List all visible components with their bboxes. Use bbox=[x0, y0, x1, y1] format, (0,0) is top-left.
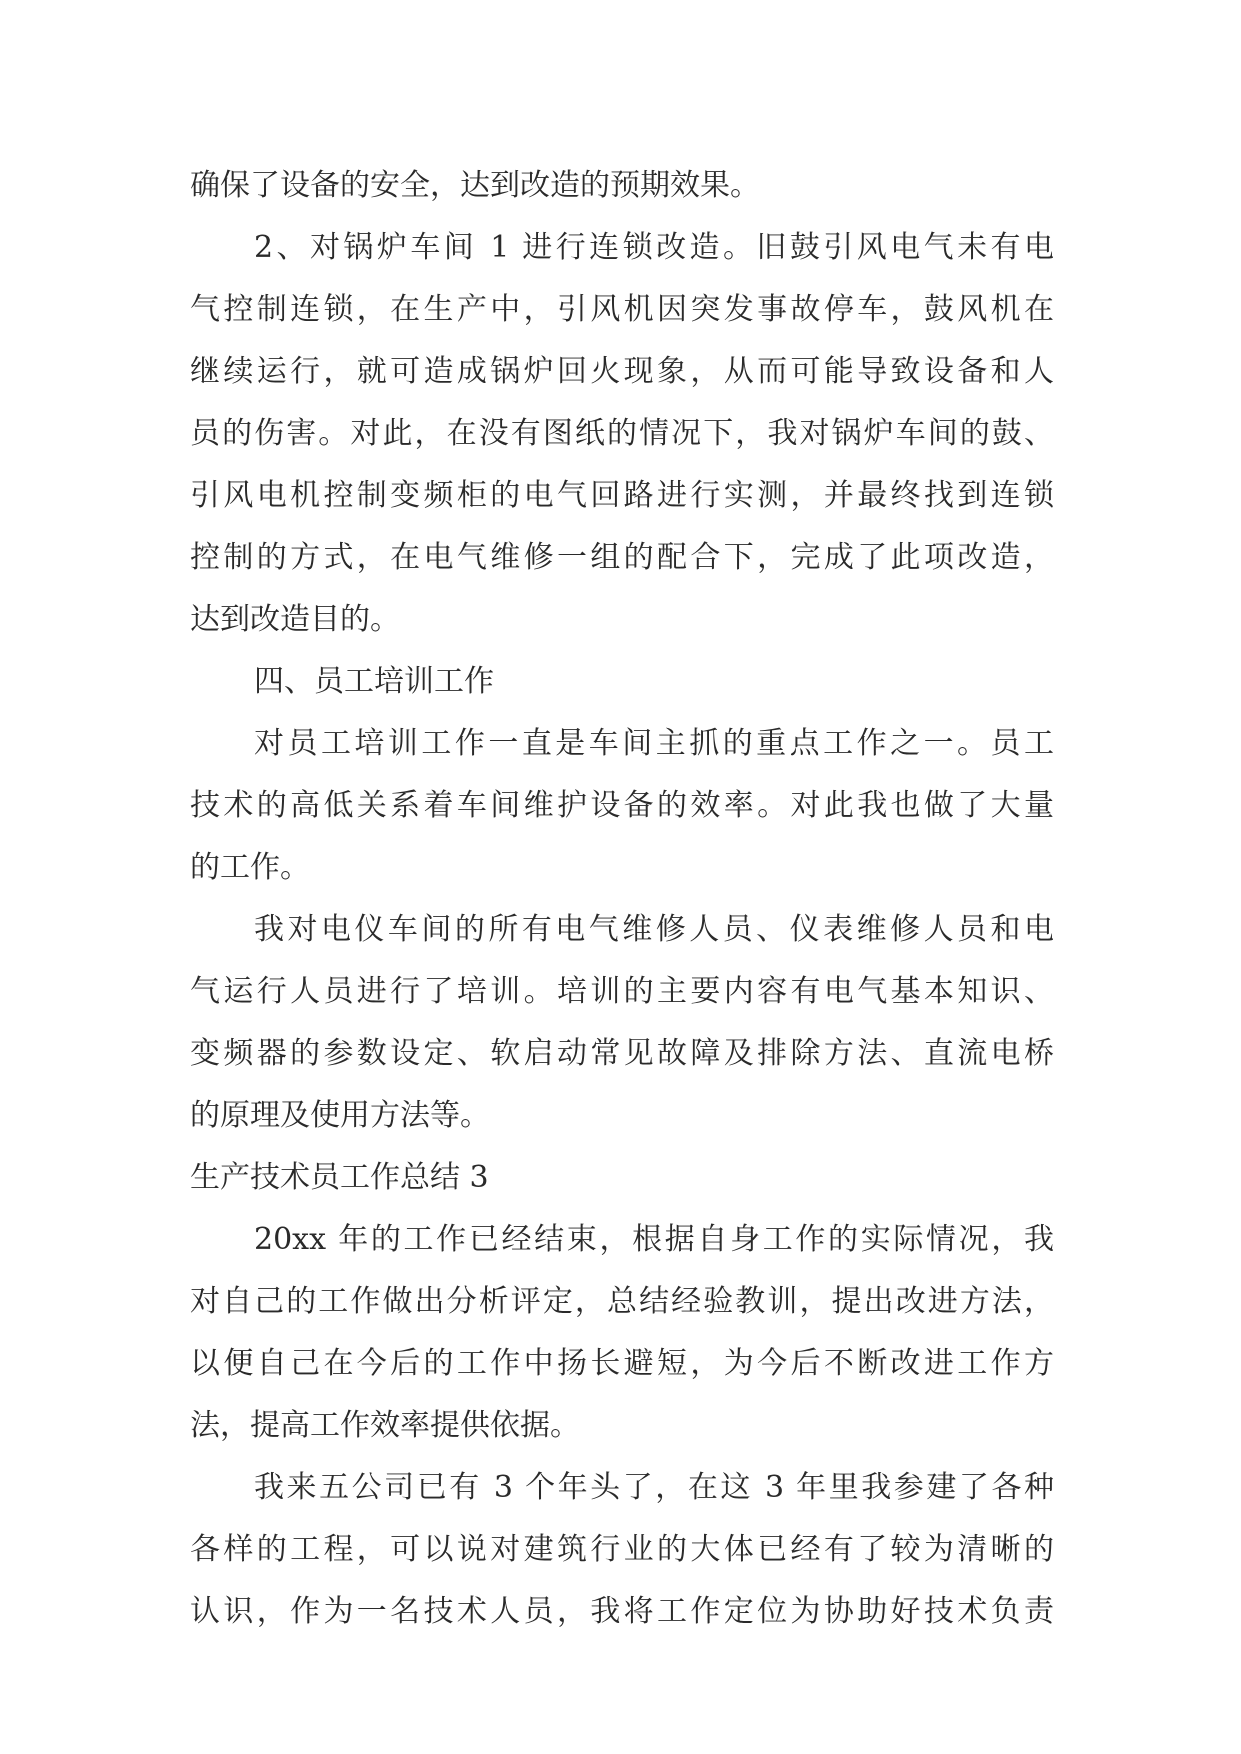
paragraph-line: 我对电仪车间的所有电气维修人员、仪表维修人员和电 bbox=[254, 912, 1054, 947]
paragraph-line: 气运行人员进行了培训。培训的主要内容有电气基本知识、 bbox=[190, 974, 1054, 1009]
paragraph-line: 达到改造目的。 bbox=[190, 602, 400, 637]
paragraph-line: 认识，作为一名技术人员，我将工作定位为协助好技术负责 bbox=[190, 1594, 1054, 1629]
paragraph-line: 以便自己在今后的工作中扬长避短，为今后不断改进工作方 bbox=[190, 1346, 1054, 1381]
paragraph-line: 2、对锅炉车间 1 进行连锁改造。旧鼓引风电气未有电 bbox=[254, 230, 1054, 265]
paragraph-line: 技术的高低关系着车间维护设备的效率。对此我也做了大量 bbox=[190, 788, 1054, 823]
paragraph-line: 继续运行，就可造成锅炉回火现象，从而可能导致设备和人 bbox=[190, 354, 1054, 389]
paragraph-line: 控制的方式，在电气维修一组的配合下，完成了此项改造， bbox=[190, 540, 1054, 575]
paragraph-line: 20xx 年的工作已经结束，根据自身工作的实际情况，我 bbox=[254, 1222, 1054, 1257]
paragraph-line: 的原理及使用方法等。 bbox=[190, 1098, 490, 1133]
paragraph-line: 各样的工程，可以说对建筑行业的大体已经有了较为清晰的 bbox=[190, 1532, 1054, 1567]
article-title: 生产技术员工作总结 3 bbox=[190, 1160, 489, 1195]
paragraph-line: 引风电机控制变频柜的电气回路进行实测，并最终找到连锁 bbox=[190, 478, 1054, 513]
paragraph-line: 法，提高工作效率提供依据。 bbox=[190, 1408, 580, 1443]
paragraph-line: 气控制连锁，在生产中，引风机因突发事故停车，鼓风机在 bbox=[190, 292, 1054, 327]
paragraph-line: 确保了设备的安全，达到改造的预期效果。 bbox=[190, 168, 760, 203]
paragraph-line: 的工作。 bbox=[190, 850, 310, 885]
paragraph-line: 员的伤害。对此，在没有图纸的情况下，我对锅炉车间的鼓、 bbox=[190, 416, 1054, 451]
section-heading: 四、员工培训工作 bbox=[254, 664, 494, 699]
paragraph-line: 对自己的工作做出分析评定，总结经验教训，提出改进方法， bbox=[190, 1284, 1054, 1319]
document-body bbox=[190, 155, 1054, 1643]
paragraph-line: 我来五公司已有 3 个年头了，在这 3 年里我参建了各种 bbox=[254, 1470, 1054, 1505]
paragraph-line: 对员工培训工作一直是车间主抓的重点工作之一。员工 bbox=[254, 726, 1054, 761]
paragraph-line: 变频器的参数设定、软启动常见故障及排除方法、直流电桥 bbox=[190, 1036, 1054, 1071]
